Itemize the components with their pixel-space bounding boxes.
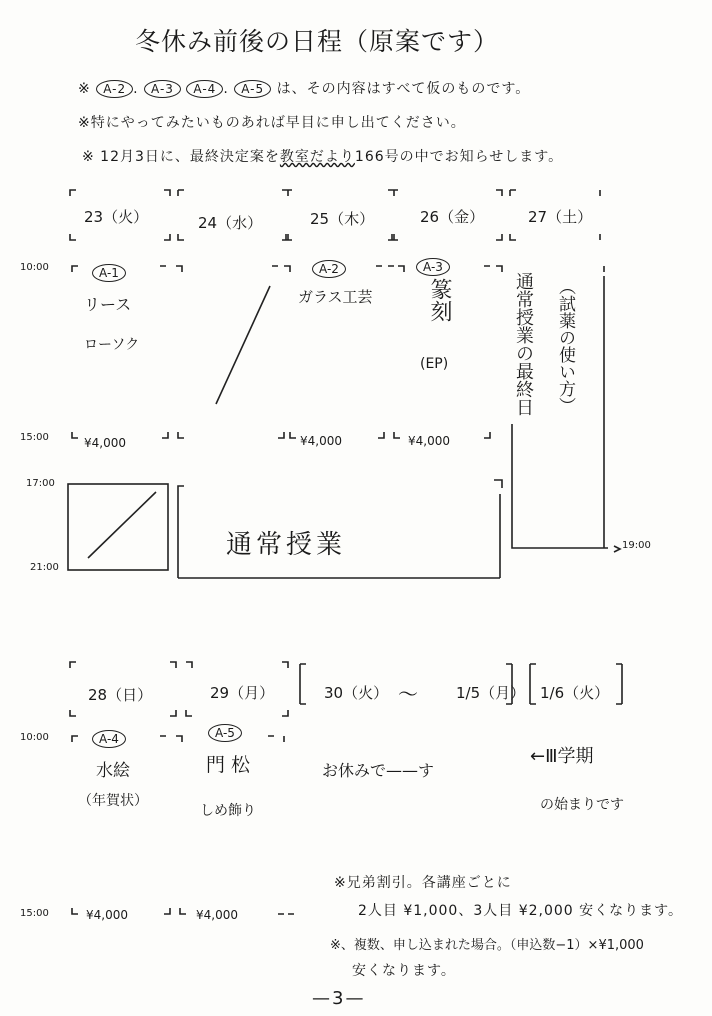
time-label: 19:00 [622,540,651,551]
day-header: 1/6（火） [540,684,610,702]
day-header: 1/5（月） [456,684,526,702]
regular-class-label: 通常授業 [226,530,347,560]
activity-sub: しめ飾り [200,803,256,819]
day-header: 28（日） [88,686,153,704]
activity-name: リース [84,295,132,314]
time-label: 15:00 [20,908,49,919]
note-1-text: は、その内容はすべて仮のものです。 [276,81,531,97]
activity-a1 [92,262,126,281]
price-label: ¥4,000 [196,908,238,922]
activity-sub: ローソク [84,337,140,353]
activity-code-badge: A-2 [312,260,346,278]
activity-name: 篆刻 [427,278,452,322]
discount-line-2: 2人目 ¥1,000、3人目 ¥2,000 安くなります。 [358,903,684,919]
price-label: ¥4,000 [300,434,342,448]
note-line-2: ※特にやってみたいものあれば早目に申し出てください。 [78,115,466,131]
activity-sub: （年賀状） [78,793,148,809]
day-header: 26（金） [420,208,485,226]
time-label: 15:00 [20,432,49,443]
note-line-3: ※ 12月3日に、最終決定案を教室だより166号の中でお知らせします。 [82,149,564,165]
activity-a2 [312,258,346,277]
activity-code-badge: A-5 [234,80,271,98]
day-header: 27（土） [528,208,593,226]
time-label: 17:00 [26,478,55,489]
price-label: ¥4,000 [408,434,450,448]
third-term-sub: の始まりです [540,797,624,813]
activity-code-badge: A-4 [186,80,223,98]
time-label: 21:00 [30,562,59,573]
page-number: —3— [312,988,366,1009]
discount-line-1: ※兄弟割引。各講座ごとに [334,875,512,891]
page-title: 冬休み前後の日程（原案です） [135,27,500,56]
activity-a3 [416,256,450,275]
discount-line-4: 安くなります。 [352,963,456,979]
price-label: ¥4,000 [84,436,126,450]
activity-code-badge: A-3 [144,80,181,98]
activity-a5 [208,722,242,741]
activity-code-badge: A-4 [92,730,126,748]
day-header: 29（月） [210,684,275,702]
holiday-label: お休みで——す [322,761,435,780]
note-line-1: ※ A-2 . A-3 A-4 . A-5 は、その内容はすべて仮のものです。 [78,81,531,97]
day-header: 23（火） [84,208,149,226]
activity-a4 [92,728,126,747]
price-label: ¥4,000 [86,908,128,922]
activity-name: ガラス工芸 [298,288,373,306]
trial-label: （試薬の使い方） [555,278,575,414]
activity-code-badge: A-1 [92,264,126,282]
newsletter-name: 教室だより [279,149,355,165]
discount-line-3: ※、複数、申し込まれた場合。（申込数−1）×¥1,000 [330,938,644,953]
activity-code-badge: A-2 [96,80,133,98]
last-regular-class-label: 通常授業の最終日 [513,272,534,416]
activity-name: 門松 [206,754,257,776]
range-tilde: 〜 [398,682,418,706]
day-header: 30（火） [324,684,389,702]
activity-code-badge: A-5 [208,724,242,742]
time-label: 10:00 [20,732,49,743]
activity-code-badge: A-3 [416,258,450,276]
time-label: 10:00 [20,262,49,273]
day-header: 24（水） [198,214,263,232]
activity-sub: (EP) [420,356,449,372]
day-header: 25（木） [310,210,375,228]
third-term-label: ←Ⅲ学期 [530,746,594,767]
activity-name: 水絵 [96,761,130,781]
